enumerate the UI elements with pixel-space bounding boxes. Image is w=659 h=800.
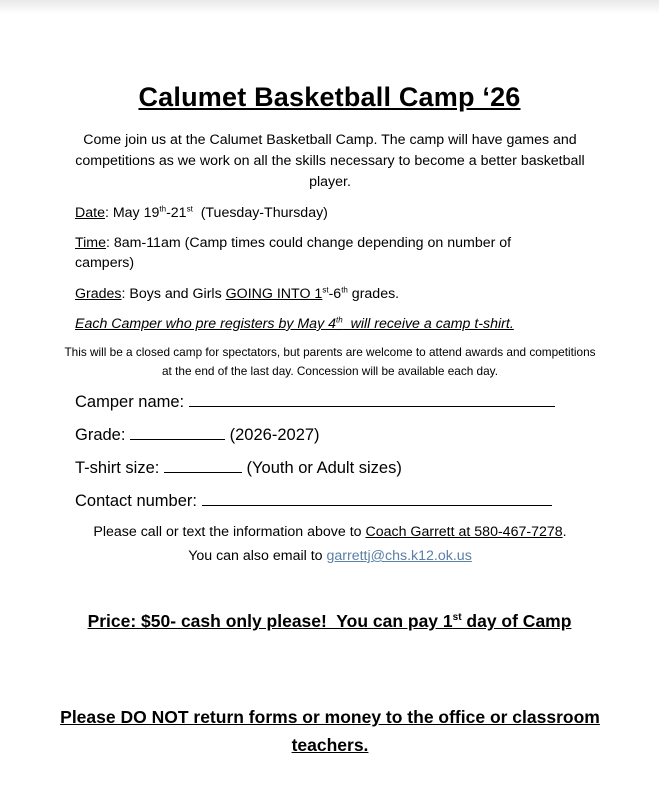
grades-going-into: GOING INTO 1 [225,286,323,302]
closed-camp-note: This will be a closed camp for spectators, but parents are welcome to attend awards and competitions at the end of the last day. Concession will be available each day. [64,345,596,378]
contact-label: Contact number: [75,492,197,510]
price-sup: st [452,612,462,624]
preregister-text-a: Each Camper who pre registers by May 4 [75,316,337,332]
time-label: Time [75,235,107,251]
grades-text-b: -6 [328,286,342,302]
grades-sup-b: th [341,285,348,295]
date-sup-b: st [186,204,193,214]
date-sup-a: th [159,204,167,214]
contact-text-b: . [562,524,567,540]
tshirt-label: T-shirt size: [75,459,160,477]
date-text-c: (Tuesday-Thursday) [192,205,328,221]
tshirt-note: (Youth or Adult sizes) [246,459,402,477]
date-line [75,203,328,223]
grade-label: Grade: [75,426,126,444]
time-text-2: campers) [75,255,135,271]
preregister-sup: th [336,315,343,325]
time-text-1: : 8am-11am (Camp times could change depending on number of [106,235,512,251]
contact-blank[interactable] [202,491,552,506]
tshirt-blank[interactable] [164,458,242,473]
return-warning: Please DO NOT return forms or money to the office or classroom teachers. [60,707,600,755]
coach-phone: Coach Garrett at 580-467-7278 [365,524,563,540]
time-line [75,233,511,273]
preregister-line [75,314,514,334]
date-text-b: -21 [166,205,187,221]
grades-sup-a: st [322,285,329,295]
camper-name-blank[interactable] [189,392,555,407]
grade-field[interactable] [75,425,320,445]
camper-name-label: Camper name: [75,393,185,411]
grades-line [75,284,399,304]
email-prefix: You can also email to [188,548,327,564]
grade-note: (2026-2027) [229,426,320,444]
grades-text-a: : Boys and Girls [121,286,226,302]
email-link[interactable]: garrettj@chs.k12.ok.us [326,548,472,564]
contact-info [60,520,600,568]
price-text-b: day of Camp [461,611,572,631]
grade-blank[interactable] [130,425,225,440]
preregister-text-b: will receive a camp t-shirt. [342,316,514,332]
camper-name-field[interactable] [75,392,555,412]
contact-number-field[interactable] [75,491,552,511]
tshirt-size-field[interactable] [75,458,402,478]
flyer-title: Calumet Basketball Camp ‘26 [138,82,521,112]
grades-label: Grades [75,286,122,302]
intro-paragraph: Come join us at the Calumet Basketball Camp. The camp will have games and competitions as we work on all the skills necessary to become a better basketball player. [75,132,585,190]
price-line [0,611,659,632]
date-label: Date [75,205,105,221]
date-text-a: : May 19 [104,205,160,221]
grades-text-c: grades. [347,286,400,302]
price-text-a: Price: $50- cash only please! You can pay 1 [87,611,453,631]
contact-text-a: Please call or text the information above to [93,524,366,540]
